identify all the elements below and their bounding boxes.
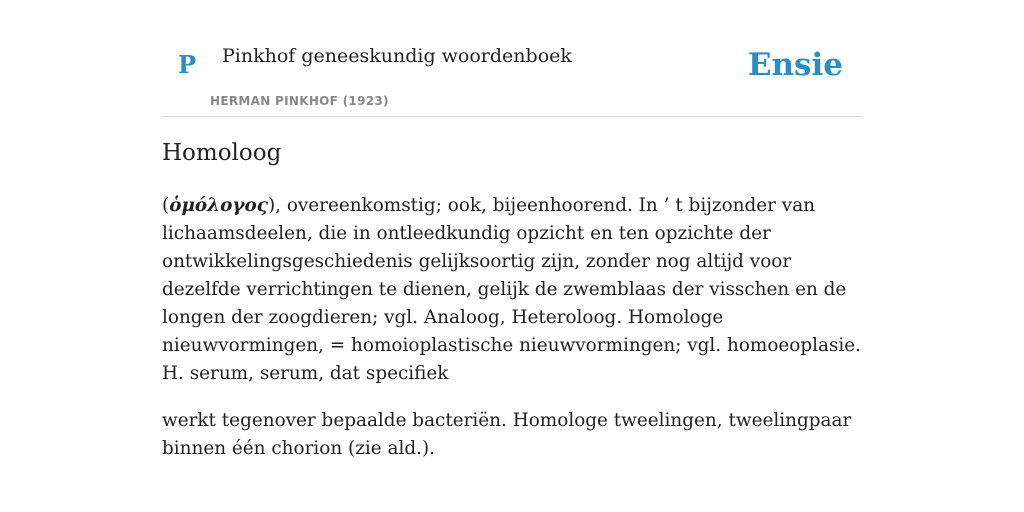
entry-headword: Homoloog xyxy=(162,140,282,166)
dictionary-logo[interactable]: P xyxy=(178,50,197,79)
definition-text: ), overeenkomstig; ook, bijeenhoorend. In ’ t bijzonder van lichaamsdeelen, die in ontleedkundig opzicht en ten opzichte der ontwikkelingsgeschiedenis gelijksoortig zijn, zonder nog altijd voor dezelfde verrichtingen te dienen, gelijk de zwemblaas der visschen en de longen der zoogdieren; vgl. Analoog, Heteroloog. Homologe nieuwvormingen, = homoioplastische nieuwvormingen; vgl. homoeoplasie. H. serum, serum, dat specifiek xyxy=(162,195,862,384)
dictionary-title[interactable]: Pinkhof geneeskundig woordenboek xyxy=(222,45,572,67)
ensie-logo[interactable]: Ensie xyxy=(747,47,843,83)
entry-definition-paragraph xyxy=(162,192,862,388)
page-content xyxy=(162,0,862,459)
entry-definition-continuation: werkt tegenover bepaalde bacteriën. Homologe tweelingen, tweelingpaar binnen één chorion (zie ald.). xyxy=(162,410,852,459)
dictionary-author: HERMAN PINKHOF (1923) xyxy=(210,94,389,108)
greek-etymology: ὁμόλογος xyxy=(169,195,268,216)
open-paren: ( xyxy=(162,195,170,216)
dictionary-header xyxy=(162,0,862,117)
